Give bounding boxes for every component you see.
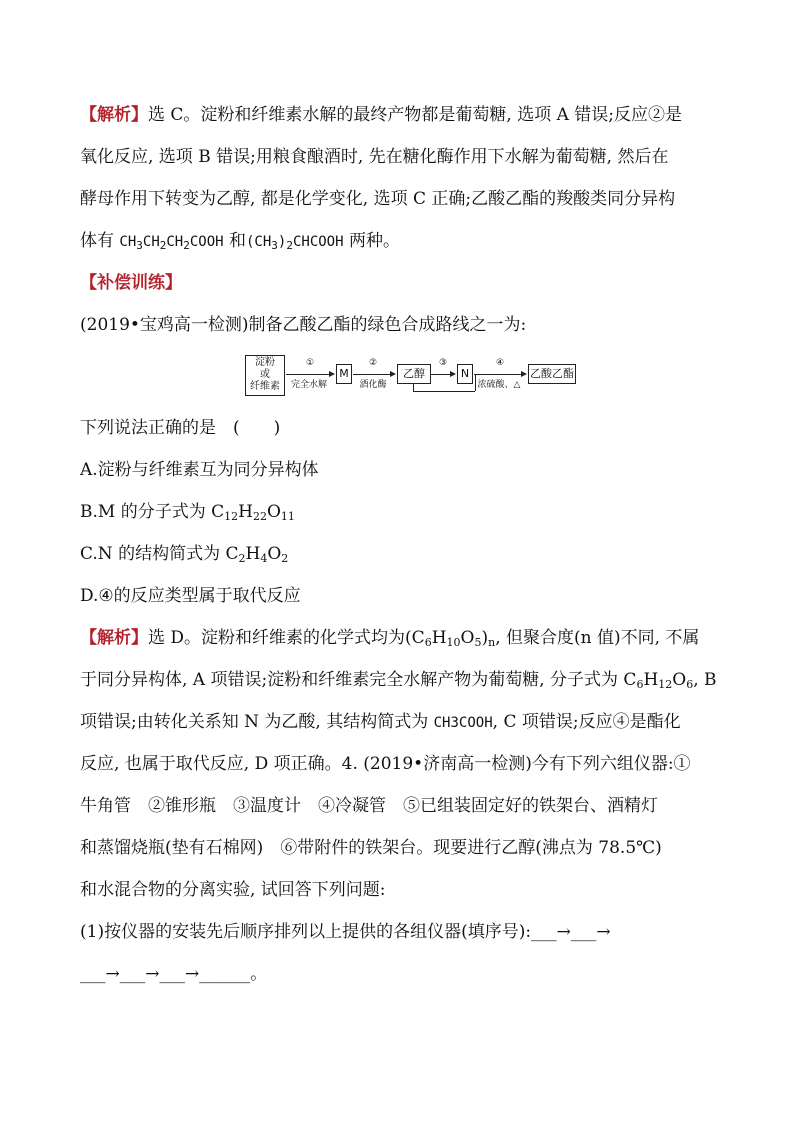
m-box: M (336, 364, 352, 384)
analysis2-line5: 牛角管 ②锥形瓶 ③温度计 ④冷凝管 ⑤已组装固定好的铁架台、酒精灯 (80, 796, 658, 816)
n-box: N (457, 364, 473, 384)
analysis1-line4: 体有 $CH_3CH_2CH_2COOH$ 和$(CH_3)_2CHCOOH$ 两种。 (80, 231, 400, 252)
analysis2-line7: 和水混合物的分离实验, 试回答下列问题: (80, 880, 386, 900)
analysis2-line8: (1)按仪器的安装先后顺序排列以上提供的各组仪器(填序号):___→___→ (80, 922, 611, 942)
analysis2-line6: 和蒸馏烧瓶(垫有石棉网) ⑥带附件的铁架台。现要进行乙醇(沸点为 78.5℃) (80, 838, 662, 858)
analysis1-line2: 氧化反应, 选项 B 错误;用粮食酿酒时, 先在糖化酶作用下水解为葡萄糖, 然后在 (80, 147, 669, 167)
ethanol-box: 乙醇 (397, 364, 431, 384)
analysis2-line3: 项错误;由转化关系知 N 为乙酸, 其结构简式为 CH3COOH, C 项错误;反应④是酯化 (80, 712, 681, 732)
question-stem: (2019•宝鸡高一检测)制备乙酸乙酯的绿色合成路线之一为: (80, 315, 527, 335)
analysis1-line1: 【解析】选 C。淀粉和纤维素水解的最终产物都是葡萄糖, 选项 A 错误;反应②是 (80, 105, 683, 125)
product-box: 乙酸乙酯 (528, 364, 576, 384)
option-c: C.N 的结构简式为 $C_2H_4O_2$ (80, 544, 289, 565)
analysis1-line3: 酵母作用下转变为乙醇, 都是化学变化, 选项 C 正确;乙酸乙酯的羧酸类同分异构 (80, 189, 676, 209)
analysis-tag: 【解析】 (80, 105, 148, 125)
question-prompt: 下列说法正确的是 ( ) (80, 418, 281, 438)
analysis2-line1: 【解析】选 D。淀粉和纤维素的化学式均为$(C_6H_{10}O_5)_n$, 但聚合度(n 值)不同, 不属 (80, 628, 700, 649)
synthesis-route-diagram: 淀粉 或 纤维素 ① 完全水解 M ② 酒化酶 乙醇 ③ N ④ 浓硫酸、△ 乙酸乙酯 (245, 355, 545, 395)
option-d: D.④的反应类型属于取代反应 (80, 586, 301, 606)
analysis2-line9: ___→___→___→______。 (80, 964, 268, 984)
option-b: B.M 的分子式为 $C_{12}H_{22}O_{11}$ (80, 502, 295, 523)
analysis2-line2: 于同分异构体, A 项错误;淀粉和纤维素完全水解产物为葡萄糖, 分子式为 $C_6H_{12}O_6$, B (80, 670, 717, 691)
supplement-heading: 【补偿训练】 (80, 273, 182, 293)
start-box: 淀粉 或 纤维素 (245, 355, 285, 396)
analysis2-line4: 反应, 也属于取代反应, D 项正确。4. (2019•济南高一检测)今有下列六组仪器:① (80, 754, 691, 774)
option-a: A.淀粉与纤维素互为同分异构体 (80, 460, 319, 480)
